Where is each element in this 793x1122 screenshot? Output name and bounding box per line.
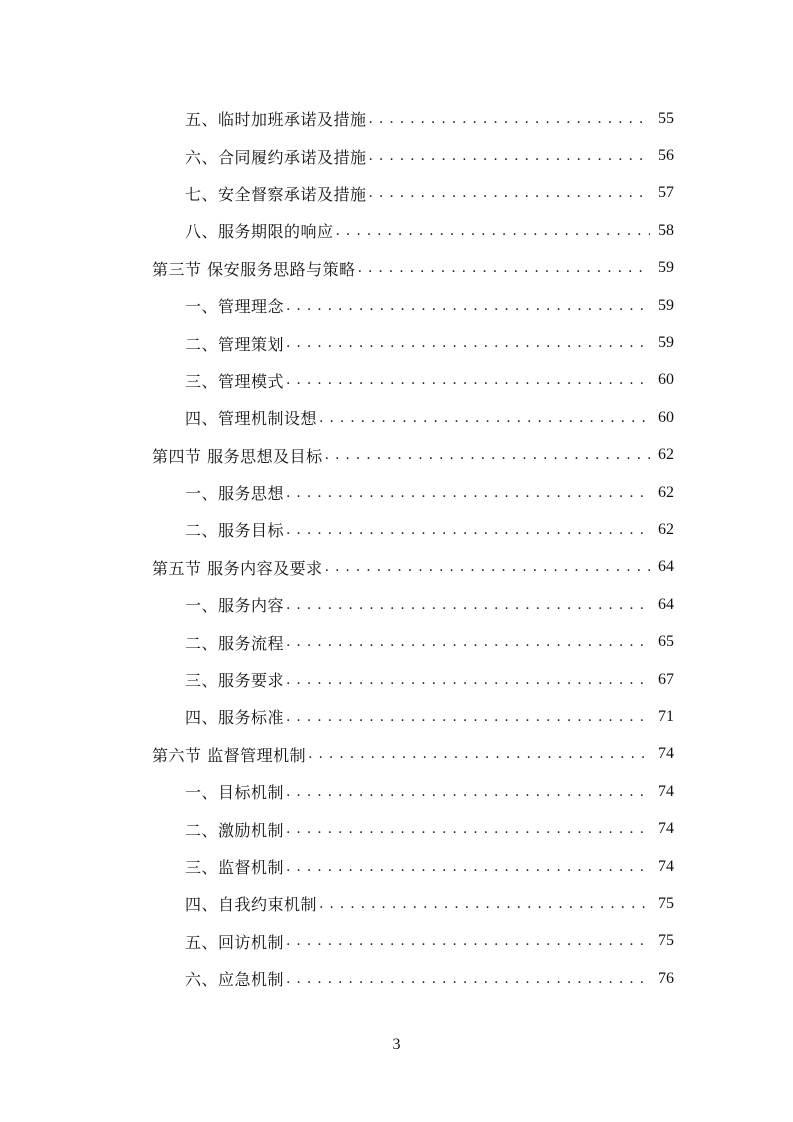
dot-leader [358,260,650,276]
toc-entry[interactable] [0,810,793,847]
toc-entry[interactable] [0,885,793,922]
toc-entry-page: 74 [658,745,674,763]
toc-entry-page: 65 [658,633,674,651]
toc-entry-page: 64 [658,558,674,576]
toc-entry-page: 62 [658,446,674,464]
dot-leader [319,896,650,912]
dot-leader [308,746,650,762]
toc-entry-label: 二、管理策划 [185,334,285,354]
toc-entry-label: 一、服务内容 [185,596,285,616]
dot-leader [286,933,650,949]
toc-entry-page: 59 [658,259,674,277]
toc-entry-label: 六、应急机制 [185,970,285,990]
table-of-contents [0,100,793,997]
toc-entry[interactable] [0,923,793,960]
toc-entry-label: 八、服务期限的响应 [185,222,334,242]
dot-leader [286,298,650,314]
toc-entry-page: 59 [658,296,674,314]
dot-leader [286,971,650,987]
toc-entry[interactable] [0,511,793,548]
toc-entry-page: 71 [658,707,674,725]
toc-entry-label: 第六节 监督管理机制 [152,745,307,765]
toc-entry-page: 74 [658,782,674,800]
toc-entry[interactable] [0,100,793,137]
toc-entry-label: 六、合同履约承诺及措施 [185,147,367,167]
toc-entry[interactable] [0,137,793,174]
toc-section-entry[interactable] [0,437,793,474]
toc-entry-label: 第四节 服务思想及目标 [152,446,323,466]
toc-entry-label: 一、服务思想 [185,484,285,504]
page-number: 3 [392,1036,401,1053]
toc-entry[interactable] [0,698,793,735]
dot-leader [286,597,650,613]
dot-leader [325,447,650,463]
toc-entry-label: 三、管理模式 [185,371,285,391]
toc-entry-page: 60 [658,408,674,426]
toc-entry[interactable] [0,960,793,997]
toc-entry-label: 三、服务要求 [185,671,285,691]
dot-leader [286,372,650,388]
dot-leader [369,185,650,201]
toc-entry-page: 75 [658,932,674,950]
toc-entry-label: 第五节 服务内容及要求 [152,558,323,578]
toc-entry-label: 三、监督机制 [185,858,285,877]
toc-entry[interactable] [0,848,793,885]
toc-entry-label: 二、服务流程 [185,633,285,653]
toc-entry-label: 一、目标机制 [185,783,285,803]
toc-entry[interactable] [0,773,793,810]
toc-entry-page: 62 [658,483,674,501]
toc-entry-label: 二、服务目标 [185,521,285,541]
toc-entry-page: 74 [658,857,674,875]
dot-leader [286,672,650,688]
toc-entry-label: 第三节 保安服务思路与策略 [152,259,356,279]
toc-section-entry[interactable] [0,250,793,287]
toc-entry-page: 57 [658,184,674,202]
toc-entry[interactable] [0,399,793,436]
toc-entry-page: 75 [658,894,674,912]
dot-leader [286,709,650,725]
toc-entry-label: 七、安全督察承诺及措施 [185,184,367,204]
toc-entry[interactable] [0,287,793,324]
dot-leader [286,522,650,538]
toc-entry-label: 四、服务标准 [185,708,285,728]
toc-entry[interactable] [0,175,793,212]
dot-leader [286,784,650,800]
toc-entry-label: 四、自我约束机制 [185,895,318,915]
toc-entry-page: 58 [658,221,674,239]
toc-entry-page: 56 [658,147,674,165]
toc-entry-label: 四、管理机制设想 [185,409,318,429]
toc-entry-page: 74 [658,820,674,838]
toc-entry-label: 五、回访机制 [185,932,285,952]
toc-entry-page: 67 [658,670,674,688]
toc-entry[interactable] [0,661,793,698]
toc-section-entry[interactable] [0,549,793,586]
toc-entry-page: 60 [658,371,674,389]
toc-entry[interactable] [0,324,793,361]
toc-entry[interactable] [0,623,793,660]
toc-section-entry[interactable] [0,736,793,773]
dot-leader [286,821,650,837]
toc-entry[interactable] [0,474,793,511]
dot-leader [369,148,650,164]
dot-leader [286,485,650,501]
toc-entry-page: 64 [658,595,674,613]
dot-leader [286,859,650,875]
toc-entry-page: 59 [658,334,674,352]
toc-entry-page: 62 [658,520,674,538]
dot-leader [286,335,650,351]
toc-entry-page: 55 [658,109,674,127]
toc-entry[interactable] [0,212,793,249]
toc-entry-label: 二、激励机制 [185,820,285,840]
toc-entry-label: 一、管理理念 [185,297,285,317]
toc-entry-label: 五、临时加班承诺及措施 [185,110,367,130]
dot-leader [325,559,650,575]
dot-leader [286,634,650,650]
toc-entry[interactable] [0,586,793,623]
dot-leader [336,223,650,239]
toc-entry[interactable] [0,362,793,399]
dot-leader [369,111,650,127]
toc-entry-page: 76 [658,969,674,987]
dot-leader [319,410,650,426]
